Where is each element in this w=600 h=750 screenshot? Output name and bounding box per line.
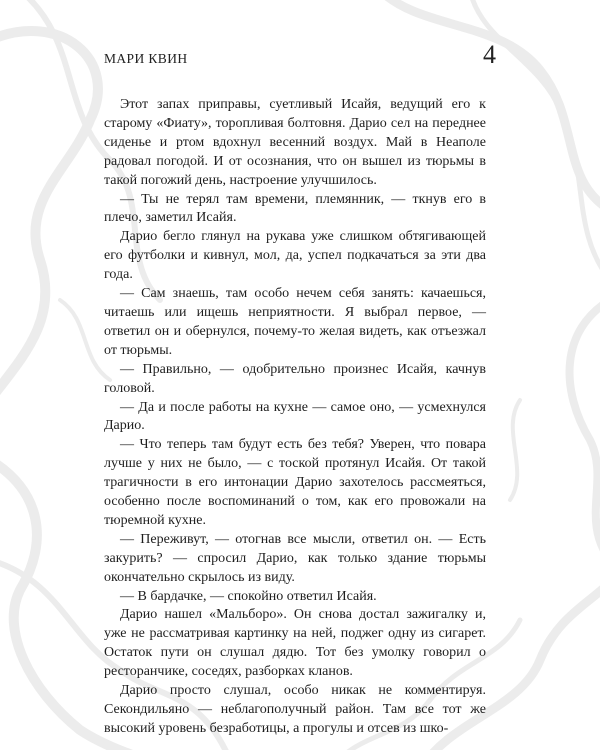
paragraph: — Правильно, — одобрительно произнес Исайя, качнув головой. [104,361,486,396]
paragraph: Дарио бегло глянул на рукава уже слишком обтягивающей его футболки и кивнул, мол, да, успел подкачаться за эти два года. [104,229,486,283]
paragraph: Этот запах приправы, суетливый Исайя, ведущий его к старому «Фиату», торопливая болтовня. Дарио сел на переднее сиденье и ртом вдохнул весенний воздух. Май в Неаполе радовал погодой. И от осознания, что он вышел из тюрьмы в такой погожий день, настроение улучшилось. [104,97,486,188]
paragraph: — Сам знаешь, там особо нечем себя занять: качаешься, читаешь или ищешь неприятности. Я выбрал первое, — ответил он и обернулся, почему-то желая видеть, как отъезжал от тюрьмы. [104,286,486,358]
body-text [104,96,486,739]
paragraph: — В бардачке, — спокойно ответил Исайя. [120,588,377,604]
paragraph: — Переживут, — отогнав все мысли, ответил он. — Есть закурить? — спросил Дарио, как только здание тюрьмы окончательно скрылось из виду. [104,531,486,585]
paragraph: — Ты не терял там времени, племянник, — ткнув его в плечо, заметил Исайя. [104,191,486,226]
page-number: 4 [483,40,496,69]
paragraph: Дарио просто слушал, особо никак не комментируя. Секондильяно — неблагополучный район. Там все тот же высокий уровень безработицы, а прогулы и отсев из шко- [104,683,486,736]
paragraph: Дарио нашел «Мальборо». Он снова достал зажигалку и, уже не рассматривая картинку на ней, поджег одну из сигарет. Остаток пути он слушал дядю. Тот без умолку говорил о ресторанчике, соседях, разборках кланов. [104,607,486,680]
paragraph: — Да и после работы на кухне — самое оно, — усмехнулся Дарио. [104,399,486,434]
running-header-author: МАРИ КВИН [104,51,188,66]
paragraph: — Что теперь там будут есть без тебя? Уверен, что повара лучше у них не было, — с тоской протянул Исайя. От такой трагичности в его интонации Дарио захотелось рассмеяться, особенно после воспоминаний о том, как его провожали на тюремной кухне. [104,437,486,528]
